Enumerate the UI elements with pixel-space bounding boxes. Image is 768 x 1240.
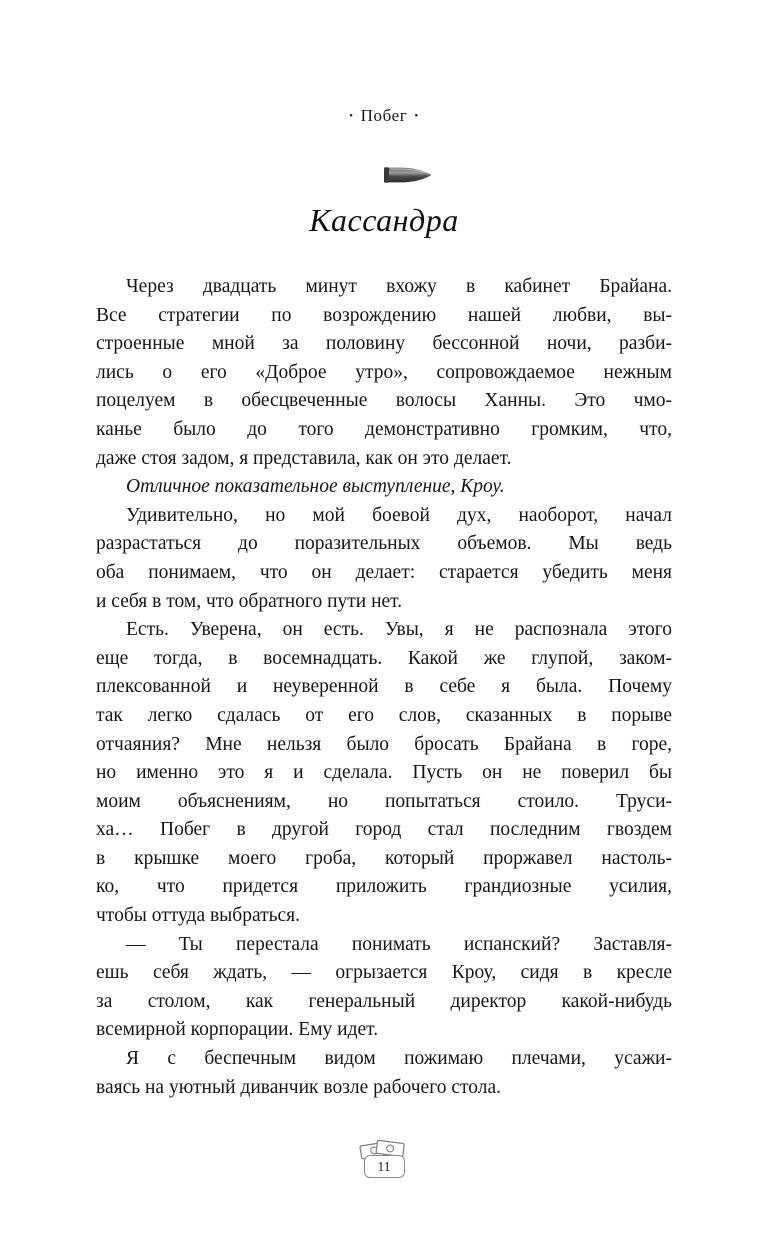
paragraph	[96, 473, 672, 502]
text-line: ешь себя ждать, — огрызается Кроу, сидя в кресле	[96, 962, 672, 984]
text-line: ваясь на уютный диванчик возле рабочего стола.	[96, 1076, 502, 1098]
paragraph	[96, 502, 672, 616]
body-text	[96, 273, 672, 1102]
page-footer	[0, 1155, 768, 1178]
text-line: Все стратегии по возрождению нашей любви, вы-	[96, 304, 672, 326]
text-line: разрастаться до поразительных объемов. Мы ведь	[96, 533, 672, 555]
paragraph	[96, 616, 672, 931]
text-line: Есть. Уверена, он есть. Увы, я не распознала этого	[126, 619, 672, 641]
page-number: 11	[377, 1159, 391, 1174]
text-line: еще тогда, в восемнадцать. Какой же глупой, заком-	[96, 647, 672, 669]
text-line: ха… Побег в другой город стал последним гвоздем	[96, 819, 672, 841]
page-number-ornament	[364, 1155, 405, 1178]
header-dot-right-icon: •	[414, 110, 419, 122]
text-line: даже стоя задом, я представила, как он это делает.	[96, 447, 512, 469]
header-title: Побег	[360, 106, 408, 125]
paragraph	[96, 931, 672, 1045]
text-line: всемирной корпорации. Ему идет.	[96, 1019, 379, 1041]
running-header	[0, 0, 768, 126]
text-line: Я с беспечным видом пожимаю плечами, усажи-	[126, 1048, 672, 1070]
text-line: Удивительно, но мой боевой дух, наоборот, начал	[126, 504, 672, 526]
paragraph	[96, 273, 672, 473]
page-number-badge	[364, 1155, 405, 1178]
text-line: Отличное показательное выступление, Кроу.	[126, 476, 505, 498]
text-line: оба понимаем, что он делает: старается убедить меня	[96, 561, 672, 583]
text-line: и себя в том, что обратного пути нет.	[96, 590, 403, 612]
text-line: лись о его «Доброе утро», сопровождаемое нежным	[96, 361, 672, 383]
text-line: так легко сдалась от его слов, сказанных в порыве	[96, 704, 672, 726]
text-line: моим объяснениям, но попытаться стоило. Труси-	[96, 790, 672, 812]
text-line: канье было до того демонстративно громким, что,	[96, 418, 672, 440]
chapter-title: Кассандра	[309, 202, 459, 238]
text-line: но именно это я и сделала. Пусть он не поверил бы	[96, 762, 672, 784]
header-dot-left-icon: •	[349, 110, 354, 122]
text-line: чтобы оттуда выбраться.	[96, 905, 301, 927]
paragraph	[96, 1045, 672, 1102]
text-line: строенные мной за половину бессонной ночи, разби-	[96, 333, 672, 355]
text-line: поцелуем в обесцвеченные волосы Ханны. Это чмо-	[96, 390, 672, 412]
text-line: Через двадцать минут вхожу в кабинет Брайана.	[126, 276, 672, 297]
text-line: за столом, как генеральный директор какой-нибудь	[96, 990, 672, 1012]
text-line: плексованной и неуверенной в себе я была. Почему	[96, 676, 672, 698]
text-line: — Ты перестала понимать испанский? Заставля-	[126, 933, 672, 955]
bullet-ornament-icon	[0, 164, 768, 186]
text-line: в крышке моего гроба, который проржавел настоль-	[96, 847, 672, 869]
text-line: ко, что придется приложить грандиозные усилия,	[96, 876, 672, 898]
text-line: отчаяния? Мне нельзя было бросать Брайана в горе,	[96, 733, 672, 755]
